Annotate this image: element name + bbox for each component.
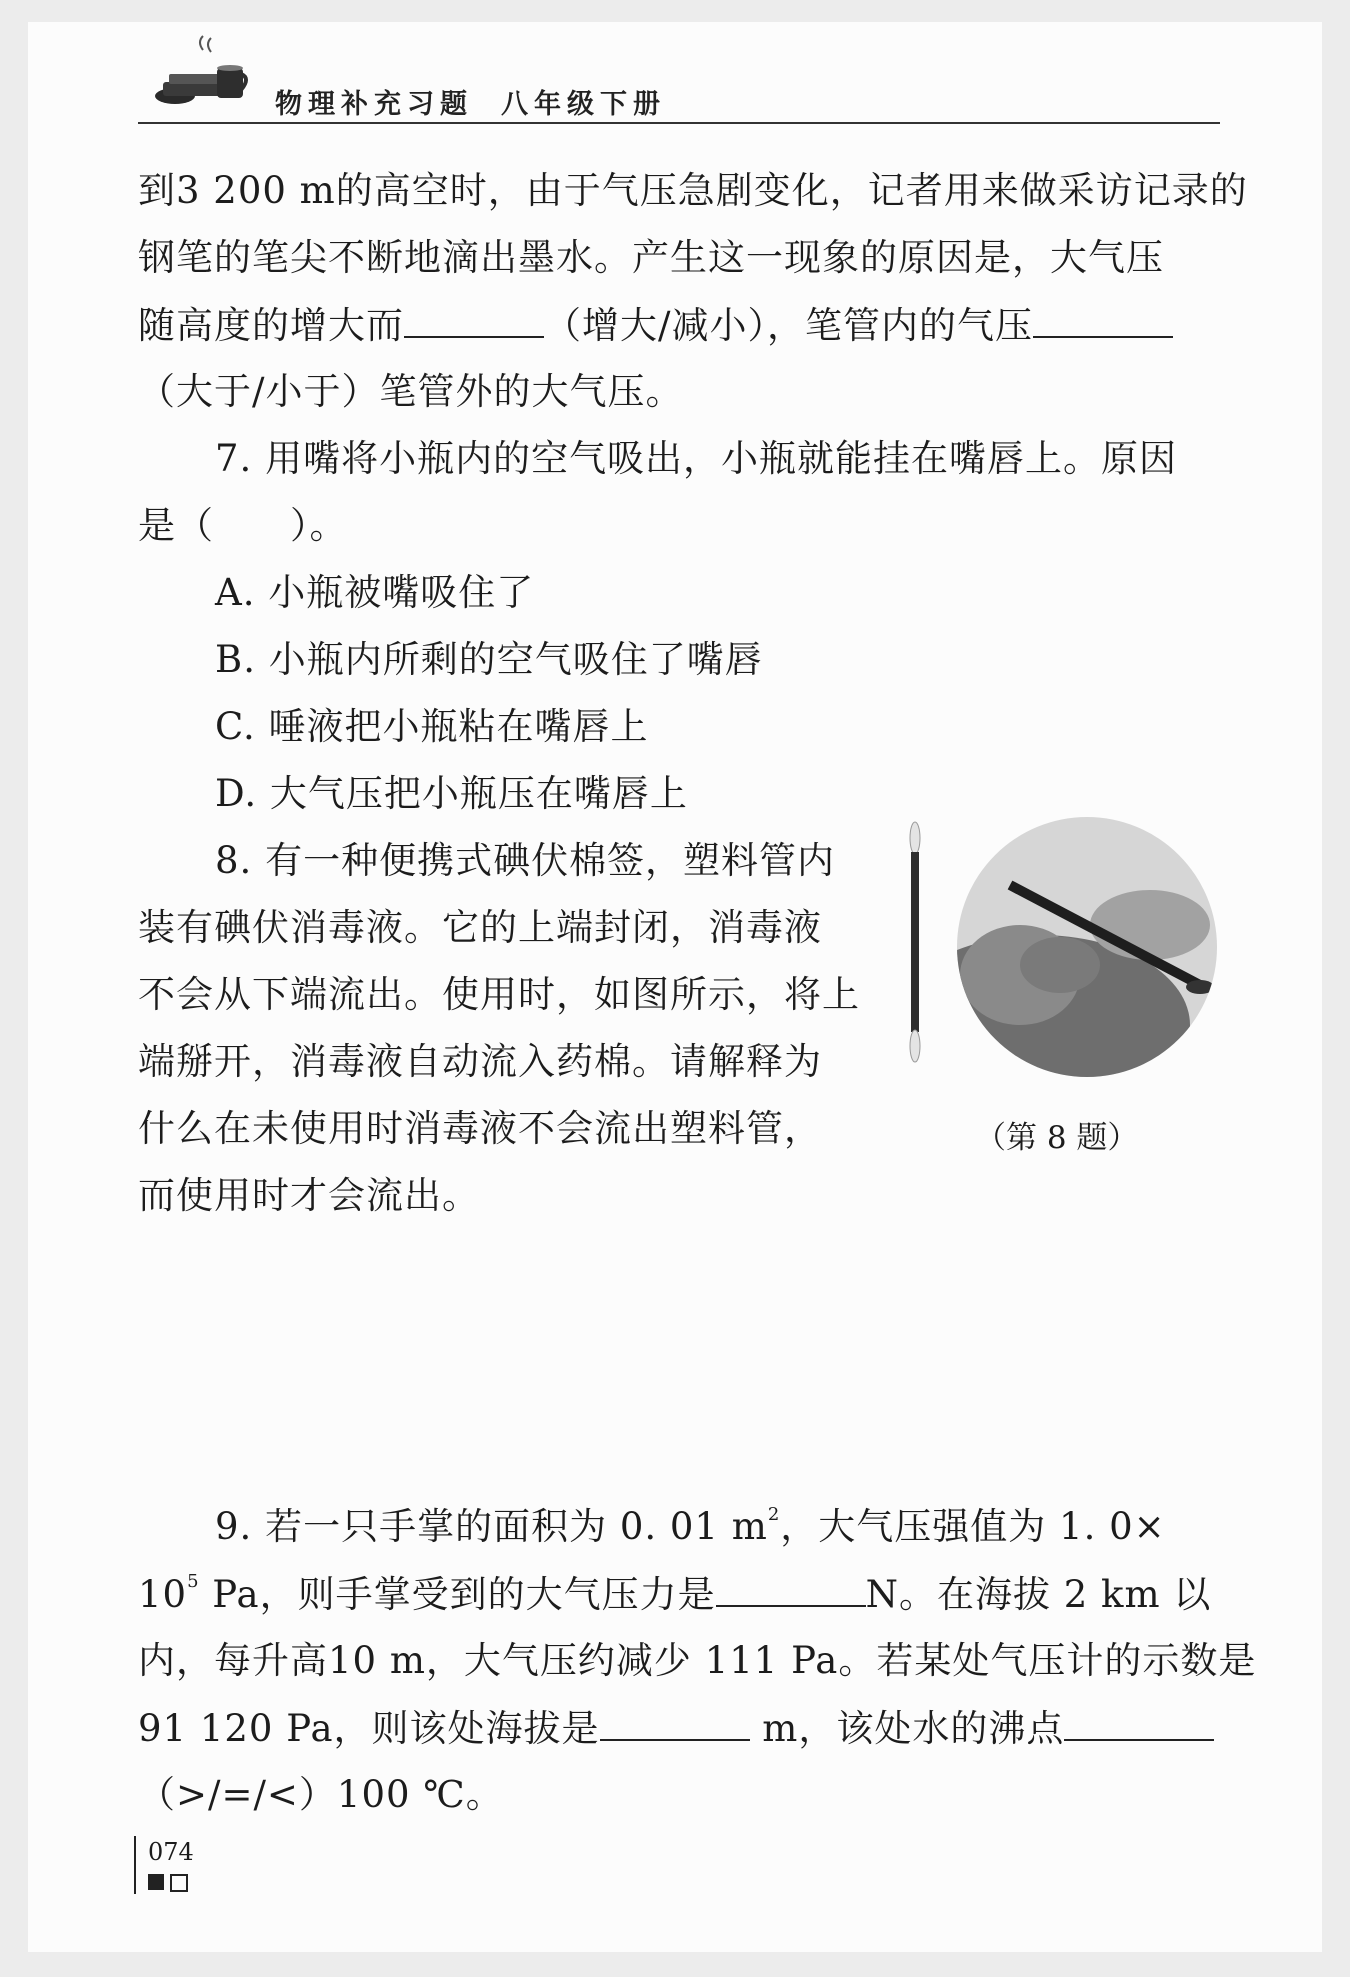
answer-blank-1[interactable]: [404, 306, 544, 338]
empty-square-icon: [170, 1874, 188, 1892]
q9-line-3: 内，每升高10 m，大气压约减少 111 Pa。若某处气压计的示数是: [138, 1639, 1257, 1682]
q7-stem-line-2: 是（ ）。: [138, 504, 348, 547]
q6-line-3-text-a: 随高度的增大而: [138, 304, 404, 347]
q9-line-4-text-a: 91 120 Pa，则该处海拔是: [138, 1707, 600, 1750]
book-title: 物理补充习题: [275, 89, 473, 120]
q9-line-1-superscript: 2: [767, 1504, 781, 1525]
q9-line-1-text-b: ，大气压强值为 1. 0×: [780, 1505, 1166, 1548]
q9-line-1: [215, 1504, 1166, 1548]
q9-line-5: （>/=/<）100 ℃。: [138, 1773, 504, 1816]
q8-line-1: 8. 有一种便携式碘伏棉签，塑料管内: [215, 839, 836, 882]
q8-line-2: 装有碘伏消毒液。它的上端封闭，消毒液: [138, 906, 822, 949]
q8-line-5: 什么在未使用时消毒液不会流出塑料管，: [138, 1107, 822, 1150]
q8-line-4: 端掰开，消毒液自动流入药棉。请解释为: [138, 1040, 822, 1083]
q9-line-2-text-a: 10: [138, 1573, 188, 1616]
hand-using-swab-photo: [950, 815, 1225, 1080]
q8-line-6: 而使用时才会流出。: [138, 1174, 480, 1217]
grade-label: 八年级下册: [501, 89, 666, 120]
q9-line-2-text-c: N。在海拔 2 km 以: [865, 1573, 1212, 1616]
q6-line-2: 钢笔的笔尖不断地滴出墨水。产生这一现象的原因是，大气压: [138, 236, 1164, 279]
footer-bar: [134, 1836, 136, 1894]
header-rule: [138, 122, 1220, 124]
q6-line-3-text-b: （增大/减小），笔管内的气压: [544, 304, 1033, 347]
q6-line-4: （大于/小于）笔管外的大气压。: [138, 370, 684, 413]
answer-blank-5[interactable]: [1064, 1709, 1214, 1741]
q7-option-b: B. 小瓶内所剩的空气吸住了嘴唇: [215, 638, 763, 681]
q6-line-3: [138, 304, 1173, 347]
books-teacup-logo-icon: [155, 30, 255, 120]
answer-blank-2[interactable]: [1033, 306, 1173, 338]
q7-option-d: D. 大气压把小瓶压在嘴唇上: [215, 772, 688, 815]
q9-line-2: [138, 1571, 1212, 1616]
filled-square-icon: [148, 1874, 164, 1890]
answer-blank-4[interactable]: [600, 1709, 750, 1741]
q6-line-1: 到3 200 m的高空时，由于气压急剧变化，记者用来做采访记录的: [138, 169, 1248, 212]
page-number: 074: [148, 1838, 194, 1866]
q7-stem-line-1: 7. 用嘴将小瓶内的空气吸出，小瓶就能挂在嘴唇上。原因: [215, 437, 1178, 480]
q9-line-2-text-b: Pa，则手掌受到的大气压力是: [199, 1573, 716, 1616]
figure-8-caption: （第 8 题）: [975, 1120, 1139, 1156]
running-header: [275, 82, 666, 121]
answer-blank-3[interactable]: [716, 1575, 866, 1607]
q7-option-a: A. 小瓶被嘴吸住了: [215, 571, 535, 614]
q9-line-2-superscript: 5: [187, 1571, 200, 1592]
q7-option-c: C. 唾液把小瓶粘在嘴唇上: [215, 705, 649, 748]
q9-line-1-text-a: 9. 若一只手掌的面积为 0. 01 m: [215, 1505, 768, 1548]
iodophor-swab-illustration: [900, 820, 930, 1070]
q9-line-4: [138, 1707, 1214, 1750]
q9-line-4-text-b: m，该处水的沸点: [749, 1707, 1065, 1750]
q8-line-3: 不会从下端流出。使用时，如图所示，将上: [138, 973, 860, 1016]
